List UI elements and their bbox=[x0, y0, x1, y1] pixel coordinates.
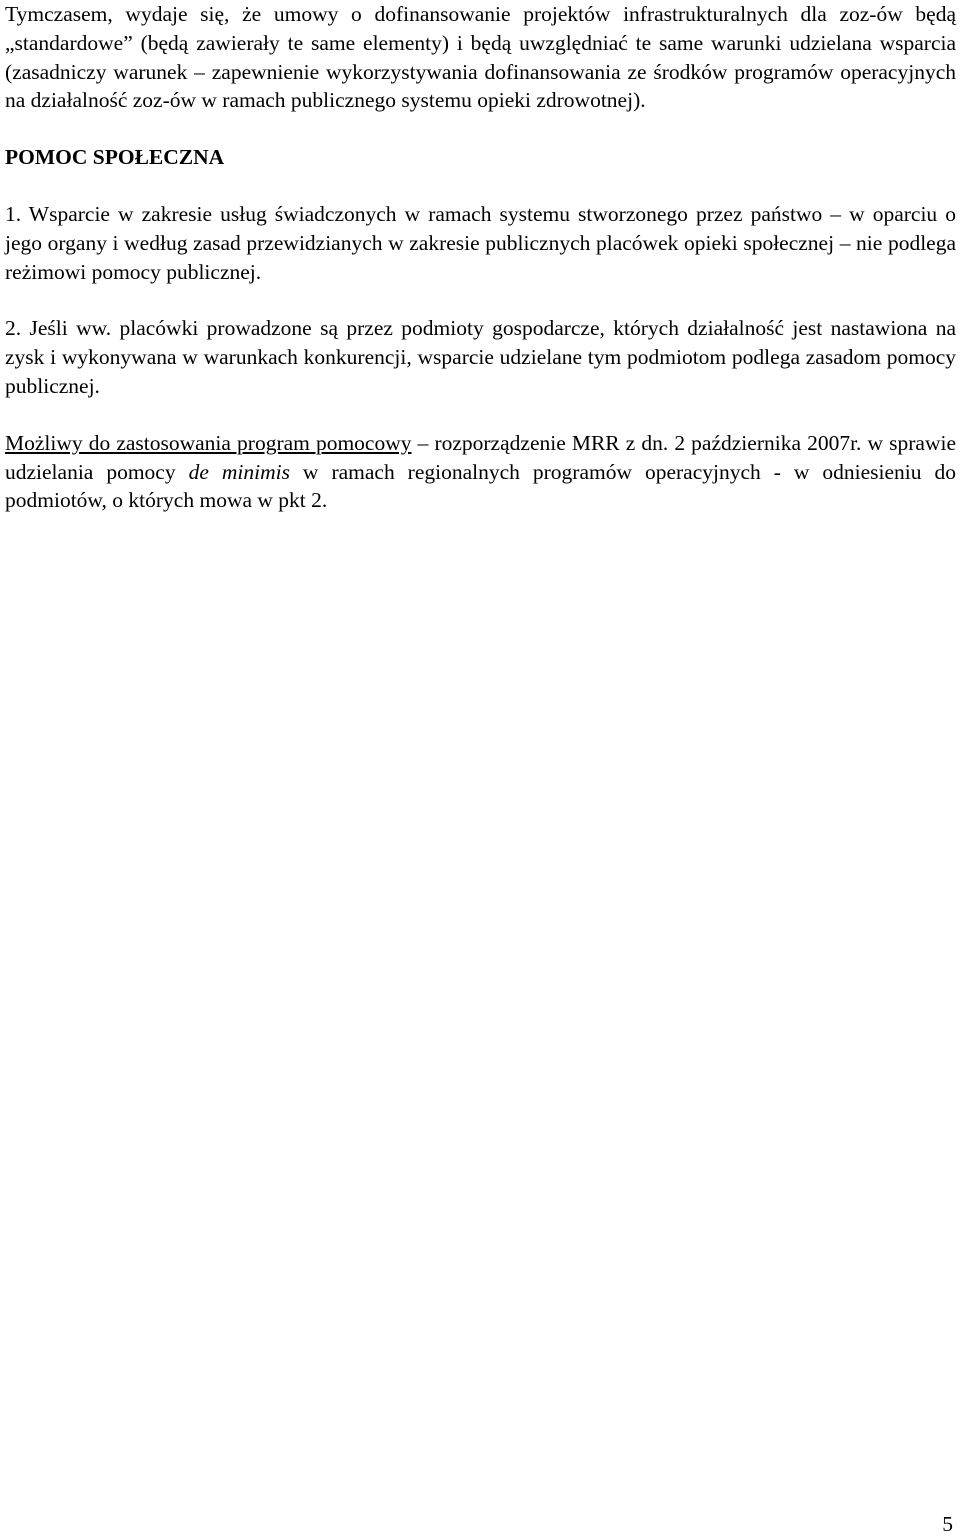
program-label: Możliwy do zastosowania program pomocowy bbox=[5, 430, 412, 455]
page-number: 5 bbox=[942, 1512, 953, 1536]
program-italic-term: de minimis bbox=[188, 459, 290, 484]
document-page bbox=[5, 0, 956, 515]
intro-paragraph: Tymczasem, wydaje się, że umowy o dofinansowanie projektów infrastrukturalnych dla zoz-ów będą „standardowe” (będą zawierały te same elementy) i będą uwzględniać te same warunki udzielana wsparcia (zasadniczy warunek – zapewnienie wykorzystywania dofinansowania ze środków programów operacyjnych na działalność zoz-ów w ramach publicznego systemu opieki zdrowotnej). bbox=[5, 2, 956, 113]
section-heading: POMOC SPOŁECZNA bbox=[5, 145, 225, 170]
program-paragraph bbox=[5, 429, 956, 515]
point-1-paragraph: 1. Wsparcie w zakresie usług świadczonych w ramach systemu stworzonego przez państwo – w oparciu o jego organy i według zasad przewidzianych w zakresie publicznych placówek opieki społecznej – nie podlega reżimowi pomocy publicznej. bbox=[5, 201, 956, 284]
point-2-paragraph: 2. Jeśli ww. placówki prowadzone są przez podmioty gospodarcze, których działalność jest nastawiona na zysk i wykonywana w warunkach konkurencji, wsparcie udzielane tym podmiotom podlega zasadom pomocy publicznej. bbox=[5, 316, 956, 398]
program-text-part-1: – rozporządzenie MRR z dn. 2 października 2007r. w sprawie udzielania pomocy bbox=[5, 430, 957, 484]
program-text-part-2: w ramach regionalnych programów operacyjnych - w odniesieniu do podmiotów, o których mowa w pkt 2. bbox=[5, 459, 957, 513]
